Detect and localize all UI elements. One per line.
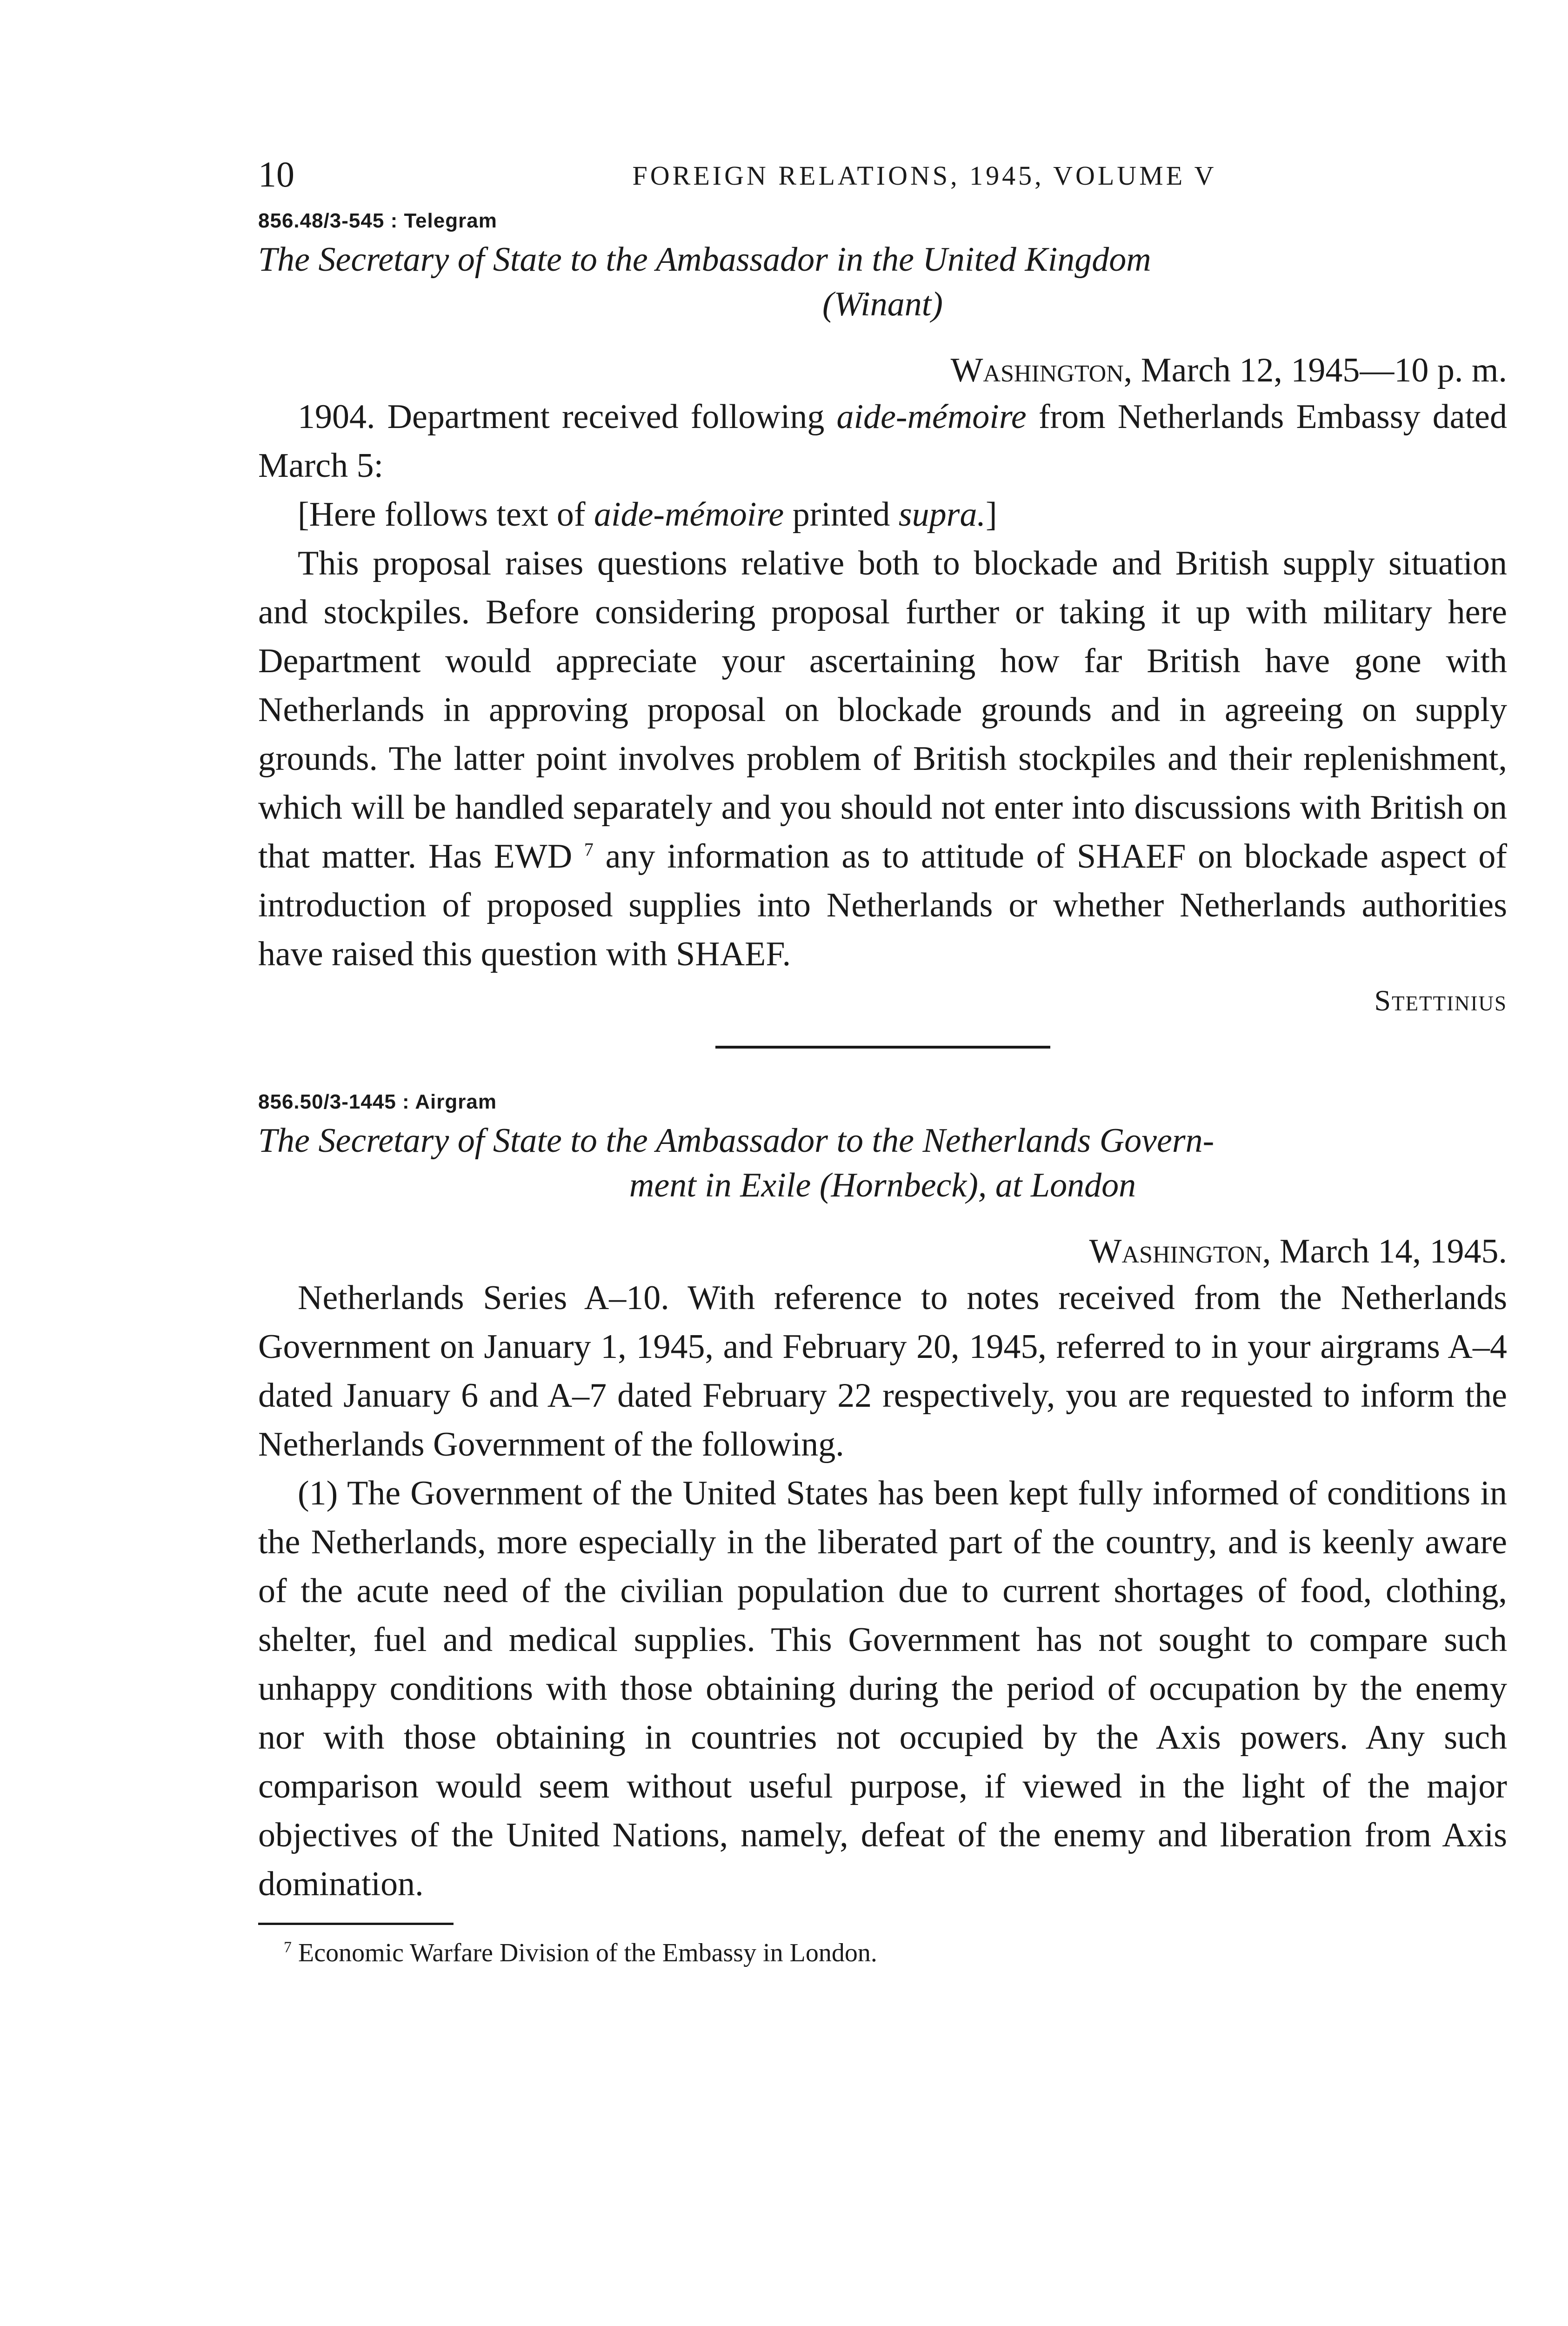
- document-title-line: ment in Exile (Hornbeck), at London: [629, 1166, 1136, 1204]
- document-telegram: [258, 209, 1507, 1018]
- page-number: 10: [258, 154, 294, 194]
- dateline: [258, 1229, 1507, 1274]
- running-head: [258, 154, 1507, 205]
- document-title: [258, 1118, 1507, 1208]
- document-page: [258, 154, 1507, 1972]
- italic-run: supra.: [898, 495, 986, 534]
- paragraph: [258, 393, 1507, 490]
- dateline: [258, 348, 1507, 393]
- document-airgram: [258, 1090, 1507, 1909]
- paragraph: (1) The Government of the United States has been kept fully informed of conditions in the Netherlands, more especially in the liberated part of the country, and is keenly aware of the acute need of the civilian population due to current shortages of food, clothing, shelter, fuel and medical supplies. This Government has not sought to compare such unhappy conditions with those obtaining during the period of occupation by the enemy nor with those obtaining in countries not occupied by the Axis powers. Any such comparison would seem without useful purpose, if viewed in the light of the major objectives of the United Nations, namely, defeat of the enemy and liberation from Axis domination.: [258, 1474, 1507, 1903]
- paragraph: [258, 539, 1507, 979]
- document-title-line: The Secretary of State to the Ambassador in the United Kingdom: [258, 241, 1151, 279]
- paragraph: [258, 490, 1507, 539]
- file-reference: 856.50/3-1445 : Airgram: [258, 1090, 497, 1113]
- text-run: 1904. Department received following: [298, 398, 837, 436]
- section-separator: [715, 1046, 1050, 1049]
- text-run: printed: [784, 495, 899, 534]
- italic-run: aide-mémoire: [836, 398, 1027, 436]
- footnote-text: Economic Warfare Division of the Embassy in London.: [298, 1938, 877, 1967]
- document-title: [258, 237, 1507, 327]
- signature: Stettinius: [1374, 984, 1507, 1017]
- text-run: ]: [985, 495, 997, 534]
- document-title-line: (Winant): [822, 285, 943, 323]
- footnote-mark: 7: [284, 1938, 292, 1956]
- running-head-title: FOREIGN RELATIONS, 1945, VOLUME V: [632, 160, 1217, 191]
- footnote-rule: [258, 1923, 454, 1925]
- paragraph: Netherlands Series A–10. With reference to notes received from the Netherlands Government on January 1, 1945, and February 20, 1945, referred to in your airgrams A–4 dated January 6 and A–7 dated February 22 respectively, you are requested to inform the Netherlands Government of the following.: [258, 1279, 1507, 1464]
- file-reference: 856.48/3-545 : Telegram: [258, 209, 497, 232]
- text-run: This proposal raises questions relative both to blockade and British supply situation and stockpiles. Before considering proposal further or taking it up with military here Department would appreciate your ascertaining how far British have gone with Netherlands in approving proposal on blockade grounds and in agreeing on supply grounds. The latter point involves problem of British stockpiles and their replenishment, which will be handled separately and you should not enter into discussions with British on that matter. Has EWD: [258, 544, 1507, 876]
- footnote: [258, 1934, 1507, 1972]
- italic-run: aide-mémoire: [594, 495, 784, 534]
- dateline-place: Washington,: [950, 351, 1133, 389]
- text-run: from Netherlands Embassy dated March 5:: [258, 398, 1507, 485]
- dateline-place: Washington,: [1089, 1232, 1271, 1270]
- dateline-date: March 12, 1945—10 p. m.: [1141, 351, 1507, 389]
- text-run: any information as to attitude of SHAEF on blockade aspect of introduction of proposed supplies into Netherlands or whether Netherlands authorities have raised this question with SHAEF.: [258, 837, 1507, 973]
- document-title-line: The Secretary of State to the Ambassador to the Netherlands Govern-: [258, 1122, 1214, 1160]
- text-run: [Here follows text of: [298, 495, 594, 534]
- footnote-reference: 7: [584, 839, 594, 860]
- dateline-date: March 14, 1945.: [1279, 1232, 1507, 1270]
